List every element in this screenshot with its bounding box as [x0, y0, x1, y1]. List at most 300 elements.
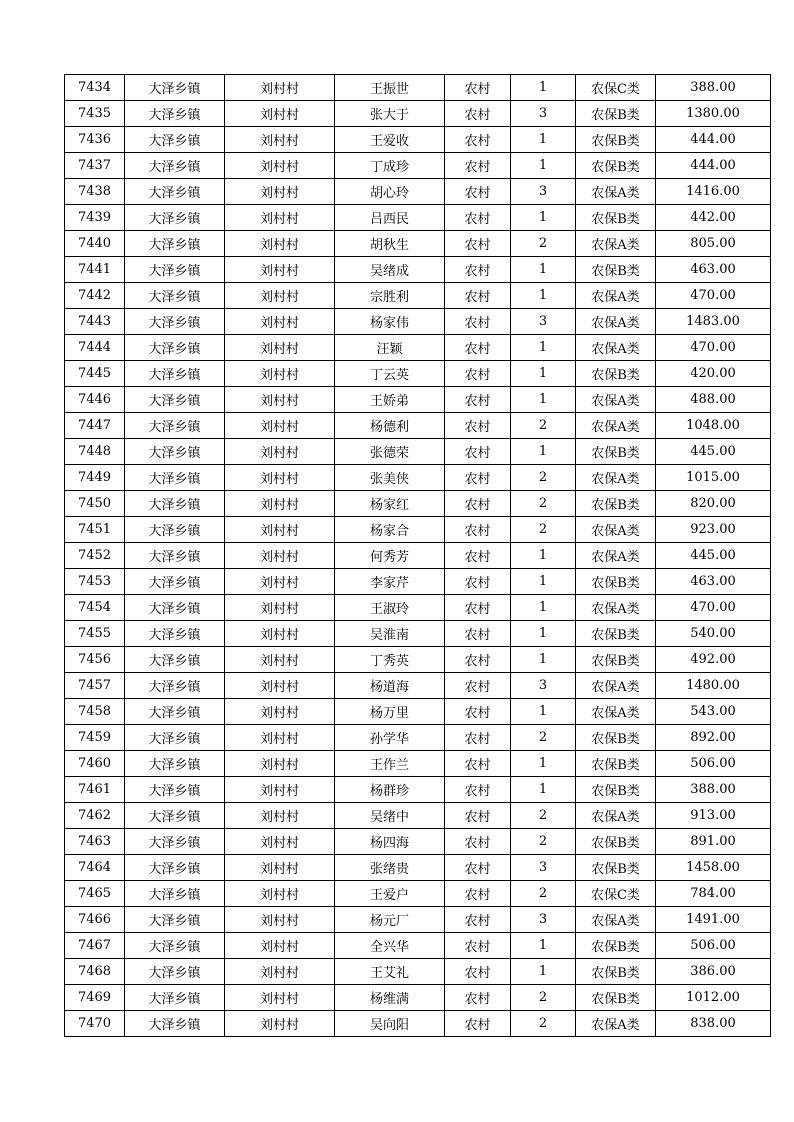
cell-category: 农保B类: [576, 621, 656, 647]
cell-id: 7442: [65, 283, 125, 309]
cell-town: 大泽乡镇: [125, 855, 225, 881]
cell-category: 农保A类: [576, 673, 656, 699]
cell-name: 吴绪成: [335, 257, 445, 283]
table-row: [65, 465, 771, 491]
table-row: [65, 855, 771, 881]
cell-count: 3: [511, 907, 576, 933]
cell-amount: 463.00: [656, 257, 771, 283]
cell-count: 2: [511, 413, 576, 439]
cell-category: 农保B类: [576, 205, 656, 231]
cell-category: 农保A类: [576, 543, 656, 569]
cell-amount: 838.00: [656, 1011, 771, 1037]
table-row: [65, 101, 771, 127]
cell-id: 7468: [65, 959, 125, 985]
cell-residence: 农村: [445, 673, 511, 699]
cell-residence: 农村: [445, 465, 511, 491]
cell-count: 2: [511, 491, 576, 517]
cell-name: 吕西民: [335, 205, 445, 231]
table-row: [65, 491, 771, 517]
cell-name: 吴向阳: [335, 1011, 445, 1037]
cell-residence: 农村: [445, 543, 511, 569]
cell-village: 刘村村: [225, 751, 335, 777]
table-row: [65, 309, 771, 335]
cell-village: 刘村村: [225, 777, 335, 803]
cell-name: 吴绪中: [335, 803, 445, 829]
table-row: [65, 673, 771, 699]
table-row: [65, 569, 771, 595]
cell-residence: 农村: [445, 985, 511, 1011]
cell-residence: 农村: [445, 699, 511, 725]
cell-town: 大泽乡镇: [125, 985, 225, 1011]
table-row: [65, 231, 771, 257]
cell-category: 农保A类: [576, 231, 656, 257]
cell-name: 杨群珍: [335, 777, 445, 803]
cell-village: 刘村村: [225, 153, 335, 179]
cell-count: 1: [511, 387, 576, 413]
cell-id: 7439: [65, 205, 125, 231]
cell-category: 农保A类: [576, 179, 656, 205]
cell-name: 张大于: [335, 101, 445, 127]
cell-town: 大泽乡镇: [125, 257, 225, 283]
cell-count: 1: [511, 543, 576, 569]
cell-name: 张美侠: [335, 465, 445, 491]
cell-id: 7465: [65, 881, 125, 907]
cell-amount: 820.00: [656, 491, 771, 517]
cell-count: 2: [511, 517, 576, 543]
cell-town: 大泽乡镇: [125, 699, 225, 725]
cell-amount: 540.00: [656, 621, 771, 647]
cell-amount: 386.00: [656, 959, 771, 985]
cell-name: 杨维满: [335, 985, 445, 1011]
cell-name: 全兴华: [335, 933, 445, 959]
cell-amount: 1012.00: [656, 985, 771, 1011]
cell-residence: 农村: [445, 387, 511, 413]
cell-residence: 农村: [445, 335, 511, 361]
cell-town: 大泽乡镇: [125, 881, 225, 907]
table-row: [65, 127, 771, 153]
cell-category: 农保B类: [576, 933, 656, 959]
cell-village: 刘村村: [225, 465, 335, 491]
cell-count: 1: [511, 439, 576, 465]
cell-residence: 农村: [445, 205, 511, 231]
cell-category: 农保A类: [576, 283, 656, 309]
cell-id: 7448: [65, 439, 125, 465]
cell-category: 农保C类: [576, 75, 656, 101]
cell-amount: 805.00: [656, 231, 771, 257]
cell-count: 3: [511, 101, 576, 127]
cell-residence: 农村: [445, 803, 511, 829]
cell-category: 农保B类: [576, 959, 656, 985]
cell-category: 农保B类: [576, 777, 656, 803]
cell-count: 1: [511, 777, 576, 803]
cell-id: 7452: [65, 543, 125, 569]
table-row: [65, 803, 771, 829]
cell-name: 王娇弟: [335, 387, 445, 413]
cell-residence: 农村: [445, 309, 511, 335]
cell-category: 农保A类: [576, 517, 656, 543]
cell-town: 大泽乡镇: [125, 725, 225, 751]
cell-id: 7463: [65, 829, 125, 855]
cell-count: 1: [511, 283, 576, 309]
cell-village: 刘村村: [225, 309, 335, 335]
cell-residence: 农村: [445, 439, 511, 465]
cell-name: 宗胜利: [335, 283, 445, 309]
cell-name: 王艾礼: [335, 959, 445, 985]
cell-residence: 农村: [445, 231, 511, 257]
table-row: [65, 959, 771, 985]
cell-amount: 1458.00: [656, 855, 771, 881]
cell-amount: 445.00: [656, 543, 771, 569]
cell-category: 农保B类: [576, 439, 656, 465]
cell-count: 2: [511, 1011, 576, 1037]
cell-id: 7459: [65, 725, 125, 751]
cell-village: 刘村村: [225, 855, 335, 881]
cell-category: 农保A类: [576, 1011, 656, 1037]
cell-category: 农保B类: [576, 127, 656, 153]
cell-name: 王爱户: [335, 881, 445, 907]
table-row: [65, 1011, 771, 1037]
cell-village: 刘村村: [225, 517, 335, 543]
cell-count: 2: [511, 465, 576, 491]
cell-id: 7461: [65, 777, 125, 803]
cell-town: 大泽乡镇: [125, 387, 225, 413]
cell-village: 刘村村: [225, 595, 335, 621]
cell-town: 大泽乡镇: [125, 673, 225, 699]
cell-count: 1: [511, 127, 576, 153]
cell-town: 大泽乡镇: [125, 153, 225, 179]
cell-town: 大泽乡镇: [125, 907, 225, 933]
cell-residence: 农村: [445, 725, 511, 751]
cell-id: 7441: [65, 257, 125, 283]
cell-village: 刘村村: [225, 413, 335, 439]
cell-id: 7453: [65, 569, 125, 595]
cell-residence: 农村: [445, 959, 511, 985]
cell-residence: 农村: [445, 647, 511, 673]
cell-residence: 农村: [445, 907, 511, 933]
cell-category: 农保B类: [576, 257, 656, 283]
cell-category: 农保A类: [576, 465, 656, 491]
cell-category: 农保B类: [576, 829, 656, 855]
cell-amount: 492.00: [656, 647, 771, 673]
cell-amount: 445.00: [656, 439, 771, 465]
cell-town: 大泽乡镇: [125, 101, 225, 127]
cell-category: 农保B类: [576, 153, 656, 179]
cell-town: 大泽乡镇: [125, 959, 225, 985]
cell-town: 大泽乡镇: [125, 647, 225, 673]
cell-count: 3: [511, 855, 576, 881]
cell-town: 大泽乡镇: [125, 491, 225, 517]
cell-count: 3: [511, 673, 576, 699]
cell-town: 大泽乡镇: [125, 569, 225, 595]
cell-village: 刘村村: [225, 569, 335, 595]
cell-town: 大泽乡镇: [125, 361, 225, 387]
cell-name: 杨道海: [335, 673, 445, 699]
cell-town: 大泽乡镇: [125, 179, 225, 205]
cell-amount: 444.00: [656, 127, 771, 153]
cell-id: 7438: [65, 179, 125, 205]
cell-amount: 923.00: [656, 517, 771, 543]
cell-category: 农保C类: [576, 881, 656, 907]
cell-id: 7467: [65, 933, 125, 959]
cell-id: 7464: [65, 855, 125, 881]
cell-count: 2: [511, 803, 576, 829]
cell-town: 大泽乡镇: [125, 1011, 225, 1037]
cell-name: 孙学华: [335, 725, 445, 751]
cell-residence: 农村: [445, 751, 511, 777]
cell-residence: 农村: [445, 413, 511, 439]
cell-name: 丁云英: [335, 361, 445, 387]
cell-id: 7437: [65, 153, 125, 179]
cell-amount: 488.00: [656, 387, 771, 413]
cell-residence: 农村: [445, 933, 511, 959]
cell-id: 7470: [65, 1011, 125, 1037]
cell-village: 刘村村: [225, 881, 335, 907]
cell-residence: 农村: [445, 257, 511, 283]
table-row: [65, 153, 771, 179]
cell-amount: 506.00: [656, 933, 771, 959]
cell-count: 1: [511, 933, 576, 959]
cell-category: 农保B类: [576, 491, 656, 517]
cell-amount: 1483.00: [656, 309, 771, 335]
cell-residence: 农村: [445, 855, 511, 881]
cell-id: 7455: [65, 621, 125, 647]
cell-amount: 1480.00: [656, 673, 771, 699]
cell-count: 3: [511, 179, 576, 205]
cell-town: 大泽乡镇: [125, 595, 225, 621]
cell-village: 刘村村: [225, 803, 335, 829]
cell-town: 大泽乡镇: [125, 335, 225, 361]
table-row: [65, 179, 771, 205]
cell-count: 1: [511, 335, 576, 361]
cell-name: 杨德利: [335, 413, 445, 439]
cell-count: 1: [511, 621, 576, 647]
cell-name: 丁成珍: [335, 153, 445, 179]
cell-town: 大泽乡镇: [125, 777, 225, 803]
cell-village: 刘村村: [225, 387, 335, 413]
cell-amount: 543.00: [656, 699, 771, 725]
cell-name: 杨家伟: [335, 309, 445, 335]
cell-town: 大泽乡镇: [125, 413, 225, 439]
cell-name: 胡秋生: [335, 231, 445, 257]
records-table-body: [65, 75, 771, 1037]
cell-town: 大泽乡镇: [125, 829, 225, 855]
cell-village: 刘村村: [225, 647, 335, 673]
cell-residence: 农村: [445, 595, 511, 621]
cell-name: 王振世: [335, 75, 445, 101]
cell-village: 刘村村: [225, 621, 335, 647]
table-row: [65, 933, 771, 959]
cell-town: 大泽乡镇: [125, 205, 225, 231]
cell-category: 农保B类: [576, 985, 656, 1011]
table-row: [65, 361, 771, 387]
cell-village: 刘村村: [225, 439, 335, 465]
cell-town: 大泽乡镇: [125, 439, 225, 465]
cell-name: 张绪贵: [335, 855, 445, 881]
cell-id: 7466: [65, 907, 125, 933]
cell-town: 大泽乡镇: [125, 517, 225, 543]
cell-amount: 891.00: [656, 829, 771, 855]
cell-residence: 农村: [445, 153, 511, 179]
cell-id: 7456: [65, 647, 125, 673]
cell-village: 刘村村: [225, 231, 335, 257]
cell-count: 1: [511, 205, 576, 231]
cell-village: 刘村村: [225, 1011, 335, 1037]
table-row: [65, 985, 771, 1011]
cell-count: 2: [511, 725, 576, 751]
cell-amount: 463.00: [656, 569, 771, 595]
cell-id: 7457: [65, 673, 125, 699]
cell-amount: 913.00: [656, 803, 771, 829]
cell-id: 7446: [65, 387, 125, 413]
cell-id: 7443: [65, 309, 125, 335]
cell-residence: 农村: [445, 361, 511, 387]
cell-category: 农保B类: [576, 647, 656, 673]
cell-town: 大泽乡镇: [125, 465, 225, 491]
cell-amount: 784.00: [656, 881, 771, 907]
table-row: [65, 777, 771, 803]
cell-amount: 1015.00: [656, 465, 771, 491]
cell-town: 大泽乡镇: [125, 751, 225, 777]
cell-residence: 农村: [445, 283, 511, 309]
table-row: [65, 543, 771, 569]
cell-category: 农保B类: [576, 725, 656, 751]
cell-category: 农保A类: [576, 309, 656, 335]
cell-count: 1: [511, 569, 576, 595]
cell-village: 刘村村: [225, 361, 335, 387]
cell-town: 大泽乡镇: [125, 933, 225, 959]
cell-category: 农保B类: [576, 569, 656, 595]
table-row: [65, 647, 771, 673]
cell-amount: 420.00: [656, 361, 771, 387]
table-row: [65, 699, 771, 725]
cell-residence: 农村: [445, 75, 511, 101]
cell-village: 刘村村: [225, 933, 335, 959]
cell-town: 大泽乡镇: [125, 543, 225, 569]
cell-category: 农保A类: [576, 413, 656, 439]
cell-name: 王作兰: [335, 751, 445, 777]
cell-amount: 388.00: [656, 777, 771, 803]
cell-village: 刘村村: [225, 699, 335, 725]
table-row: [65, 517, 771, 543]
table-row: [65, 725, 771, 751]
cell-name: 杨家红: [335, 491, 445, 517]
cell-category: 农保A类: [576, 387, 656, 413]
cell-village: 刘村村: [225, 725, 335, 751]
cell-town: 大泽乡镇: [125, 75, 225, 101]
cell-count: 1: [511, 257, 576, 283]
cell-village: 刘村村: [225, 829, 335, 855]
cell-name: 杨万里: [335, 699, 445, 725]
records-table: [64, 74, 771, 1037]
cell-count: 1: [511, 647, 576, 673]
cell-id: 7460: [65, 751, 125, 777]
cell-count: 1: [511, 75, 576, 101]
cell-name: 汪颖: [335, 335, 445, 361]
cell-name: 张德荣: [335, 439, 445, 465]
cell-residence: 农村: [445, 777, 511, 803]
cell-amount: 470.00: [656, 283, 771, 309]
cell-village: 刘村村: [225, 127, 335, 153]
cell-count: 2: [511, 231, 576, 257]
cell-id: 7434: [65, 75, 125, 101]
cell-residence: 农村: [445, 127, 511, 153]
cell-village: 刘村村: [225, 491, 335, 517]
cell-town: 大泽乡镇: [125, 309, 225, 335]
cell-id: 7454: [65, 595, 125, 621]
cell-village: 刘村村: [225, 205, 335, 231]
table-row: [65, 75, 771, 101]
table-row: [65, 387, 771, 413]
table-row: [65, 257, 771, 283]
cell-count: 1: [511, 361, 576, 387]
cell-count: 1: [511, 153, 576, 179]
table-row: [65, 595, 771, 621]
cell-category: 农保A类: [576, 803, 656, 829]
cell-residence: 农村: [445, 621, 511, 647]
cell-village: 刘村村: [225, 673, 335, 699]
table-row: [65, 829, 771, 855]
cell-residence: 农村: [445, 517, 511, 543]
cell-count: 2: [511, 985, 576, 1011]
table-row: [65, 205, 771, 231]
cell-village: 刘村村: [225, 283, 335, 309]
cell-name: 王爱收: [335, 127, 445, 153]
cell-residence: 农村: [445, 1011, 511, 1037]
cell-id: 7447: [65, 413, 125, 439]
cell-id: 7445: [65, 361, 125, 387]
cell-category: 农保A类: [576, 595, 656, 621]
cell-residence: 农村: [445, 101, 511, 127]
cell-name: 王淑玲: [335, 595, 445, 621]
cell-village: 刘村村: [225, 907, 335, 933]
cell-residence: 农村: [445, 881, 511, 907]
cell-village: 刘村村: [225, 959, 335, 985]
cell-village: 刘村村: [225, 985, 335, 1011]
table-row: [65, 881, 771, 907]
cell-village: 刘村村: [225, 335, 335, 361]
cell-residence: 农村: [445, 179, 511, 205]
cell-amount: 470.00: [656, 595, 771, 621]
cell-amount: 506.00: [656, 751, 771, 777]
cell-village: 刘村村: [225, 179, 335, 205]
cell-village: 刘村村: [225, 101, 335, 127]
cell-amount: 892.00: [656, 725, 771, 751]
cell-id: 7451: [65, 517, 125, 543]
cell-id: 7440: [65, 231, 125, 257]
table-row: [65, 621, 771, 647]
table-row: [65, 439, 771, 465]
cell-id: 7450: [65, 491, 125, 517]
cell-count: 2: [511, 881, 576, 907]
cell-id: 7436: [65, 127, 125, 153]
cell-amount: 442.00: [656, 205, 771, 231]
cell-village: 刘村村: [225, 257, 335, 283]
cell-town: 大泽乡镇: [125, 621, 225, 647]
cell-category: 农保B类: [576, 855, 656, 881]
cell-amount: 1491.00: [656, 907, 771, 933]
cell-name: 杨家合: [335, 517, 445, 543]
cell-name: 杨四海: [335, 829, 445, 855]
cell-count: 1: [511, 959, 576, 985]
cell-amount: 1380.00: [656, 101, 771, 127]
cell-id: 7444: [65, 335, 125, 361]
cell-residence: 农村: [445, 829, 511, 855]
cell-amount: 470.00: [656, 335, 771, 361]
table-row: [65, 751, 771, 777]
table-row: [65, 907, 771, 933]
cell-name: 丁秀英: [335, 647, 445, 673]
cell-town: 大泽乡镇: [125, 231, 225, 257]
